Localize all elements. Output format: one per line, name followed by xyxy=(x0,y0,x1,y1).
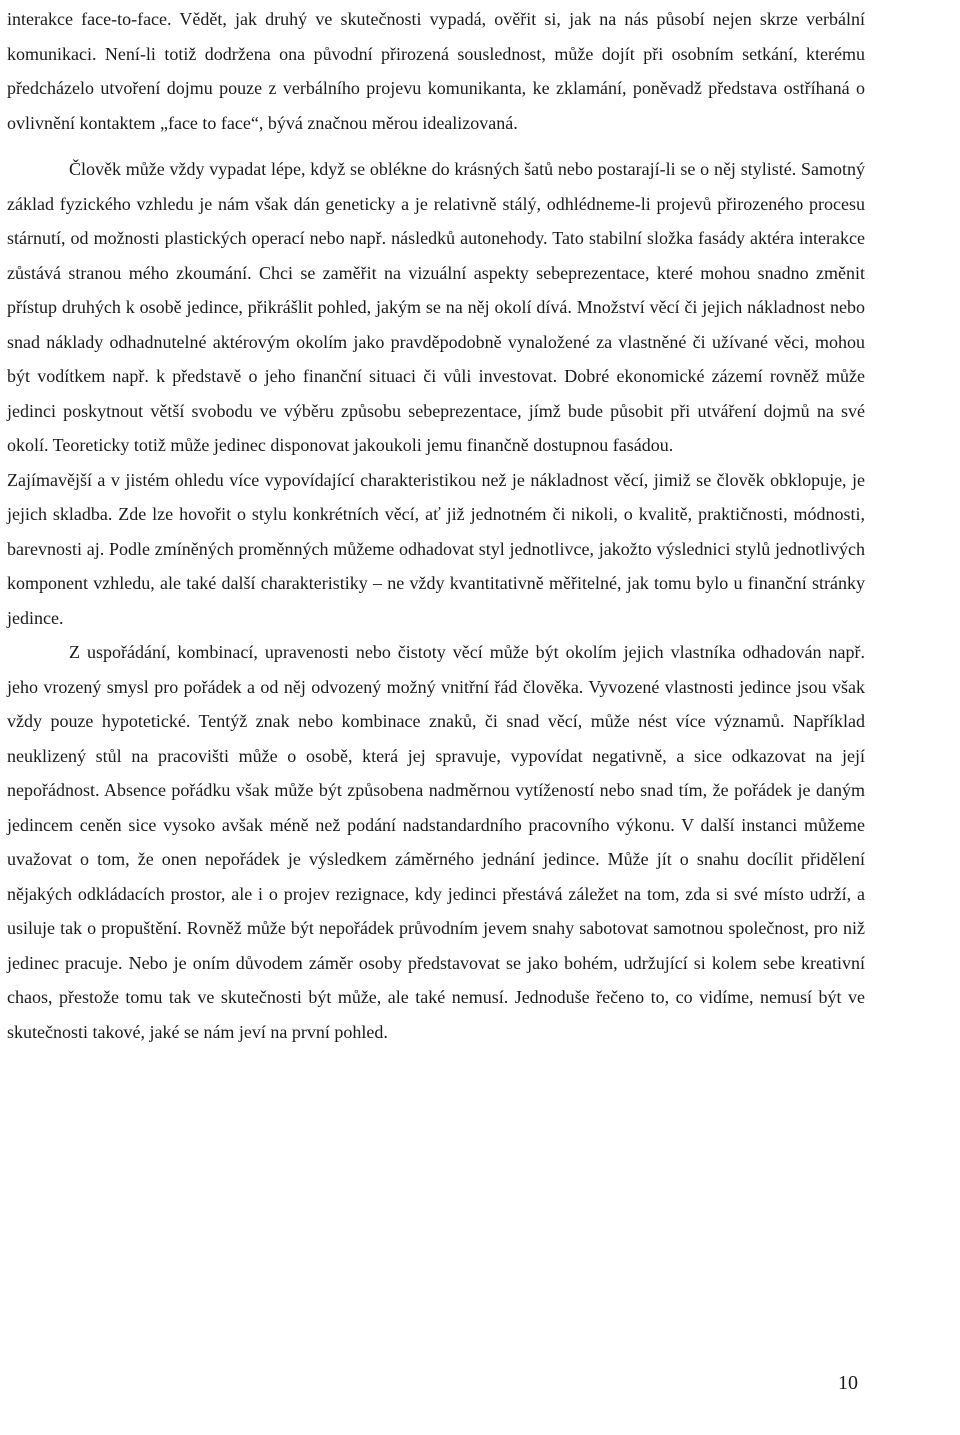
paragraph-gap xyxy=(7,140,865,152)
document-page xyxy=(7,0,865,1049)
paragraph-1: interakce face-to-face. Vědět, jak druhý ve skutečnosti vypadá, ověřit si, jak na nás působí nejen skrze verbální komunikaci. Není-li totiž dodržena ona původní přirozená souslednost, může dojít při osobním setkání, kterému předcházelo utvoření dojmu pouze z verbálního projevu komunikanta, ke zklamání, poněvadž představa ostříhaná o ovlivnění kontaktem „face to face“, bývá značnou měrou idealizovaná. xyxy=(7,9,865,133)
paragraph-2: Člověk může vždy vypadat lépe, když se oblékne do krásných šatů nebo postarají-li se o něj stylisté. Samotný základ fyzického vzhledu je nám však dán geneticky a je relativně stálý, odhlédneme-li projevů přirozeného procesu stárnutí, od možnosti plastických operací nebo např. následků autonehody. Tato stabilní složka fasády aktéra interakce zůstává stranou mého zkoumání. Chci se zaměřit na vizuální aspekty sebeprezentace, které mohou snadno změnit přístup druhých k osobě jedince, přikrášlit pohled, jakým se na něj okolí dívá. Množství věcí či jejich nákladnost nebo snad náklady odhadnutelné aktérovým okolím jako pravděpodobně vynaložené za vlastněné či užívané věci, mohou být vodítkem např. k představě o jeho finanční situaci či vůli investovat. Dobré ekonomické zázemí rovněž může jedinci poskytnout větší svobodu ve výběru způsobu sebeprezentace, jímž bude působit při utváření dojmů na své okolí. Teoreticky totiž může jedinec disponovat jakoukoli jemu finančně dostupnou fasádou. xyxy=(7,159,865,455)
paragraph-3: Zajímavější a v jistém ohledu více vypovídající charakteristikou než je nákladnost věcí, jimiž se člověk obklopuje, je jejich skladba. Zde lze hovořit o stylu konkrétních věcí, ať již jednotném či nikoli, o kvalitě, praktičnosti, módnosti, barevnosti aj. Podle zmíněných proměnných můžeme odhadovat styl jednotlivce, jakožto výslednici stylů jednotlivých komponent vzhledu, ale také další charakteristiky – ne vždy kvantitativně měřitelné, jak tomu bylo u finanční stránky jedince. xyxy=(7,469,865,628)
page-number: 10 xyxy=(838,1372,858,1394)
paragraph-4: Z uspořádání, kombinací, upravenosti nebo čistoty věcí může být okolím jejich vlastníka odhadován např. jeho vrozený smysl pro pořádek a od něj odvozený možný vnitřní řád člověka. Vyvozené vlastnosti jedince jsou však vždy pouze hypotetické. Tentýž znak nebo kombinace znaků, či snad věcí, může nést více významů. Například neuklizený stůl na pracovišti může o osobě, která jej spravuje, vypovídat negativně, a sice odkazovat na její nepořádnost. Absence pořádku však může být způsobena nadměrnou vytížeností nebo snad tím, že pořádek je daným jedincem ceněn sice vysoko avšak méně než podání nadstandardního pracovního výkonu. V další instanci můžeme uvažovat o tom, že onen nepořádek je výsledkem záměrného jednání jedince. Může jít o snahu docílit přidělení nějakých odkládacích prostor, ale i o projev rezignace, kdy jedinci přestává záležet na tom, zda si své místo udrží, a usiluje tak o propuštění. Rovněž může být nepořádek průvodním jevem snahy sabotovat samotnou společnost, pro niž jedinec pracuje. Nebo je oním důvodem záměr osoby představovat se jako bohém, udržující si kolem sebe kreativní chaos, přestože tomu tak ve skutečnosti být může, ale také nemusí. Jednoduše řečeno to, co vidíme, nemusí být ve skutečnosti takové, jaké se nám jeví na první pohled. xyxy=(7,642,865,1042)
